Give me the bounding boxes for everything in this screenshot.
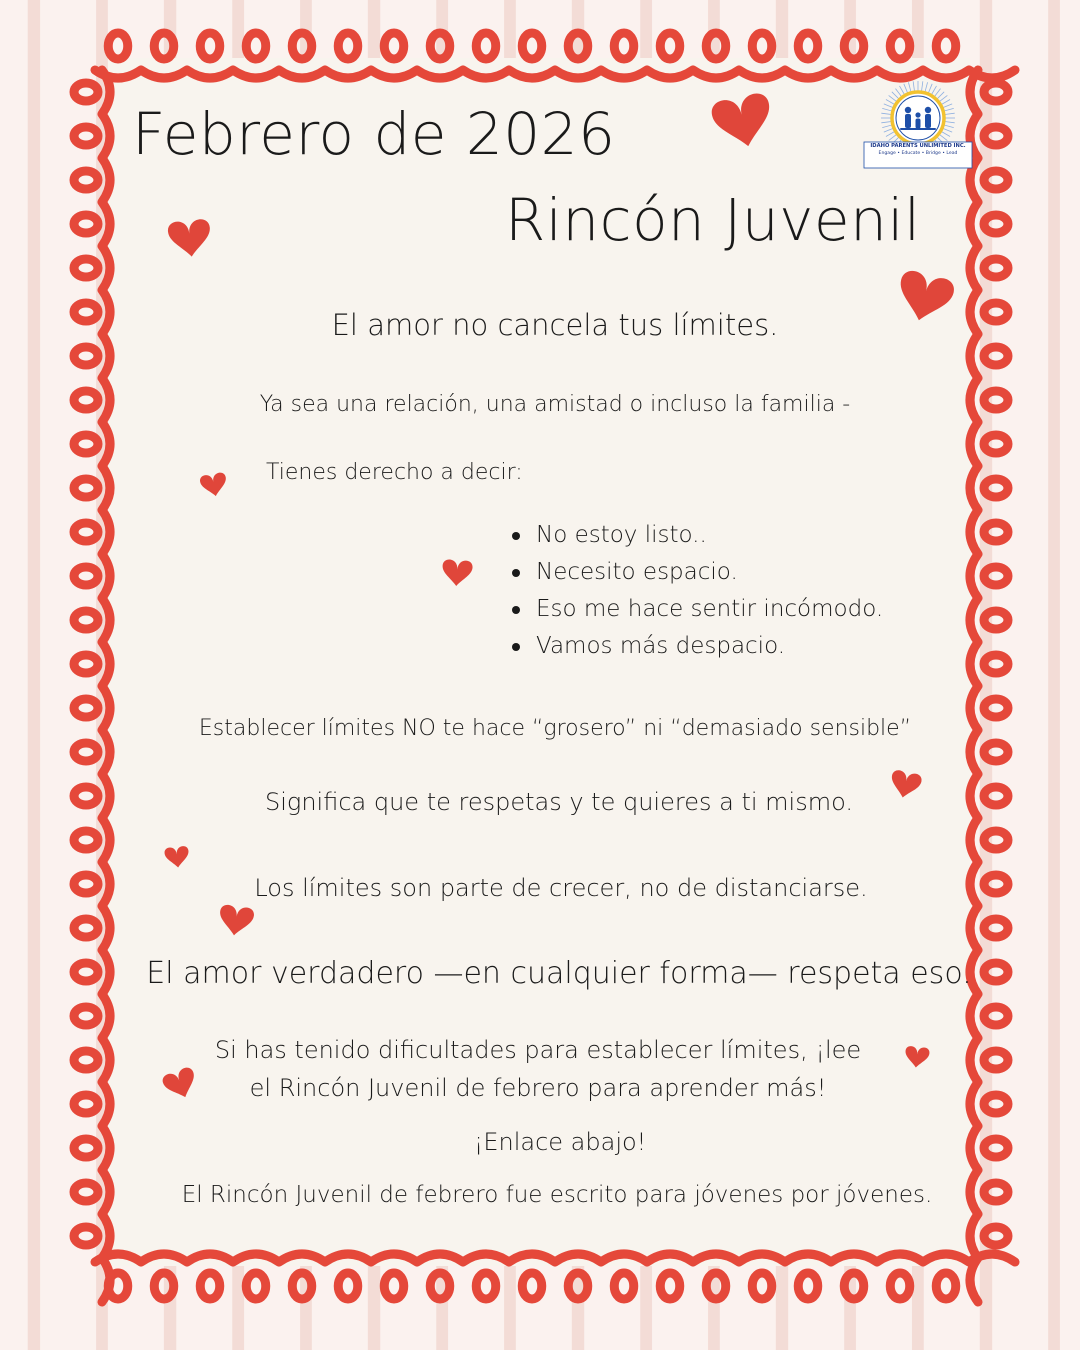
growth-note: Los límites son parte de crecer, no de distanciarse. — [254, 874, 868, 902]
headline: El amor no cancela tus límites. — [331, 308, 779, 342]
call-to-action-line1: Si has tenido dificultades para establecer límites, ¡lee — [214, 1036, 862, 1064]
call-to-action-line2: el Rincón Juvenil de febrero para aprender más! — [249, 1074, 827, 1102]
rights-text: Tienes derecho a decir: — [266, 460, 523, 485]
page-section-title: Rincón Juvenil — [505, 186, 921, 254]
logo-org-name: IDAHO PARENTS UNLIMITED INC. — [870, 143, 966, 149]
page-date-title: Febrero de 2026 — [132, 100, 616, 168]
list-item: Eso me hace sentir incómodo. — [510, 591, 883, 628]
respect-note: Significa que te respetas y te quieres a ti mismo. — [265, 788, 853, 816]
list-item: No estoy listo.. — [510, 517, 883, 554]
list-item: Necesito espacio. — [510, 554, 883, 591]
link-note: ¡Enlace abajo! — [473, 1128, 647, 1156]
intro-text: Ya sea una relación, una amistad o incluso la familia - — [259, 392, 851, 417]
logo-family-icon — [862, 80, 974, 172]
boundaries-note: Establecer límites NO te hace “grosero” ni “demasiado sensible” — [198, 716, 912, 741]
list-item: Vamos más despacio. — [510, 628, 883, 665]
footer-note: El Rincón Juvenil de febrero fue escrito para jóvenes por jóvenes. — [181, 1182, 933, 1208]
logo-tagline: Engage • Educate • Bridge • Lead — [878, 151, 958, 156]
phrase-list — [510, 517, 883, 665]
true-love-statement: El amor verdadero —en cualquier forma— respeta eso. — [146, 956, 972, 991]
